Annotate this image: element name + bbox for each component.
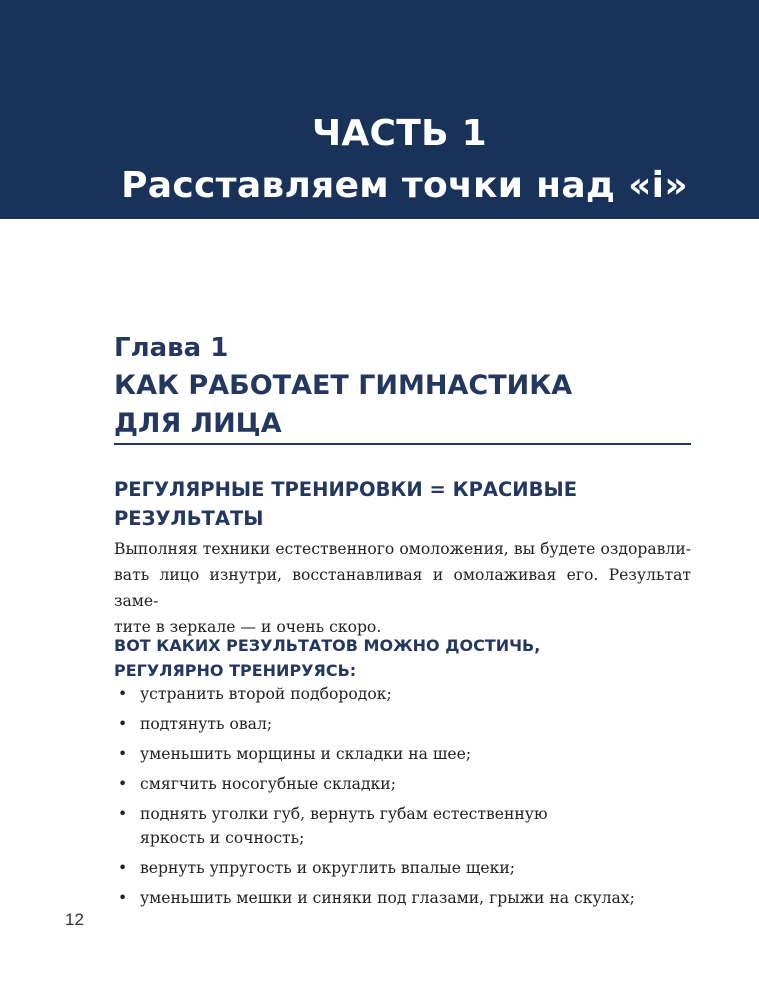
bullet-icon: • [118, 775, 128, 793]
subsection-heading [114, 633, 691, 683]
chapter-title-line-1: КАК РАБОТАЕТ ГИМНАСТИКА [114, 370, 573, 401]
chapter-heading [114, 330, 572, 442]
list-item [118, 856, 678, 880]
list-item-text: устранить второй подбородок; [140, 685, 392, 703]
bullet-icon: • [118, 889, 128, 907]
section-title-line-2: РЕЗУЛЬТАТЫ [114, 507, 264, 530]
chapter-number: Глава 1 [114, 333, 229, 363]
list-item-text: уменьшить морщины и складки на шее; [140, 745, 472, 763]
list-item-text: смягчить носогубные складки; [140, 775, 396, 793]
list-item-text: вернуть упругость и округлить впалые щеки; [140, 859, 515, 877]
list-item-text: подтянуть овал; [140, 715, 273, 733]
bullet-icon: • [118, 685, 128, 703]
part-number: ЧАСТЬ 1 [311, 113, 488, 154]
chapter-divider [114, 443, 691, 445]
subsection-title-line-1: ВОТ КАКИХ РЕЗУЛЬТАТОВ МОЖНО ДОСТИЧЬ, [114, 636, 541, 655]
part-subtitle: Расставляем точки над «і» [121, 165, 688, 206]
section-paragraph [114, 536, 691, 640]
list-item [118, 712, 678, 736]
list-item-text: поднять уголки губ, вернуть губам естественную яркость и сочность; [140, 805, 548, 847]
bullet-icon: • [118, 859, 128, 877]
bullet-icon: • [118, 805, 128, 823]
subsection-title-line-2: РЕГУЛЯРНО ТРЕНИРУЯСЬ: [114, 661, 357, 680]
list-item [118, 886, 678, 910]
list-item [118, 772, 678, 796]
list-item [118, 682, 678, 706]
section-title-line-1: РЕГУЛЯРНЫЕ ТРЕНИРОВКИ = КРАСИВЫЕ [114, 478, 578, 501]
page-number: 12 [65, 910, 84, 929]
list-item-text: уменьшить мешки и синяки под глазами, грыжи на скулах; [140, 889, 635, 907]
chapter-title-line-2: ДЛЯ ЛИЦА [114, 408, 282, 439]
paragraph-line: вать лицо изнутри, восстанавливая и омолаживая его. Результат заме- [114, 566, 691, 610]
part-title [0, 108, 759, 212]
bullet-icon: • [118, 715, 128, 733]
results-list [118, 682, 678, 916]
list-item [118, 742, 678, 766]
paragraph-line: тите в зеркале — и очень скоро. [114, 618, 382, 636]
list-item [118, 802, 678, 850]
section-heading [114, 475, 691, 533]
paragraph-line: Выполняя техники естественного омоложения, вы будете оздоравли- [114, 540, 691, 558]
bullet-icon: • [118, 745, 128, 763]
